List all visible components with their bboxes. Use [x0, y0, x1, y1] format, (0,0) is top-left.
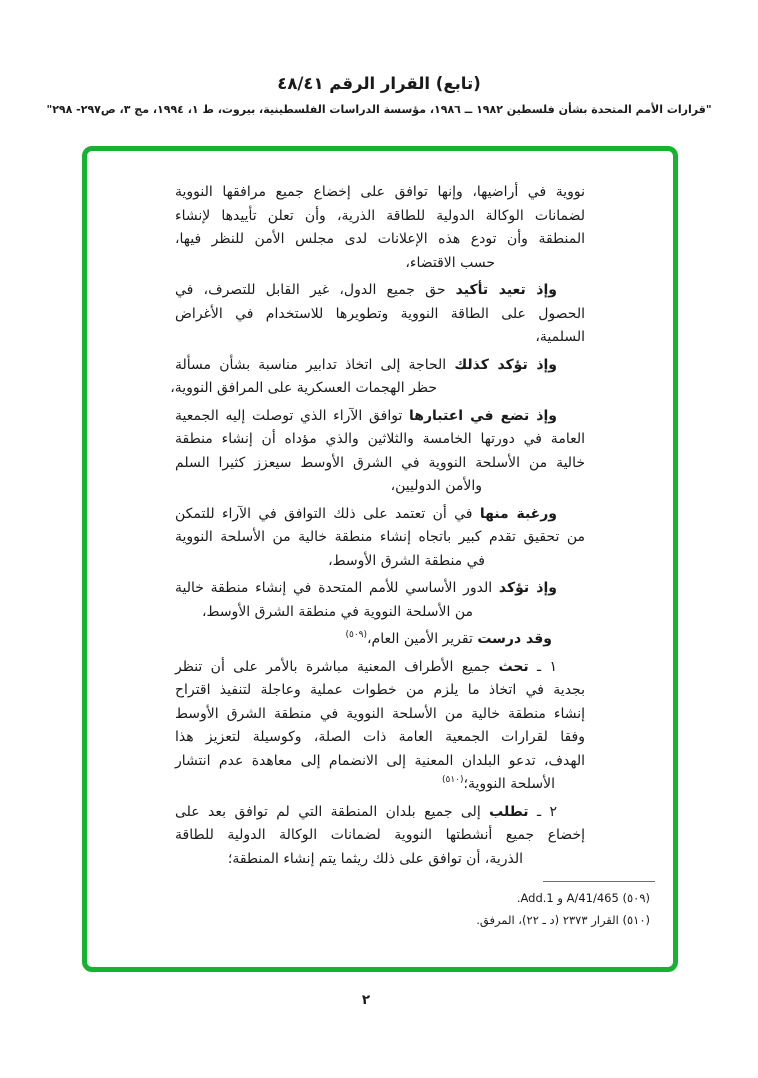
paragraph-line: نووية في أراضيها، وإنها توافق على إخضاع جميع مرافقها النووية [175, 184, 585, 200]
paragraph-line: إخضاع جميع أنشطتها النووية لضمانات الوكالة الدولية للطاقة [175, 827, 585, 843]
footnote-item: (٥٠٩) A/41/465 و Add.1. [516, 891, 650, 905]
paragraph-line: المنطقة وأن تودع هذه الإعلانات لدى مجلس الأمن للنظر فيها، [175, 231, 585, 247]
paragraph [175, 801, 585, 872]
paragraph-line: الأسلحة النووية؛$^{(٥١٠)}$ [441, 775, 555, 792]
paragraph-line: العامة في دورتها الخامسة والثلاثين والذي مؤداه أن إنشاء منطقة [175, 431, 585, 447]
paragraph-line: وإذ تؤكد كذلك الحاجة إلى اتخاذ تدابير مناسبة بشأن مسألة [175, 356, 557, 373]
paragraphs-container [170, 181, 585, 871]
paragraph-line: وقد درست تقرير الأمين العام،$^{(٥٠٩)}$ [345, 630, 552, 647]
paragraph-line: من الأسلحة النووية في منطقة الشرق الأوسط، [202, 603, 473, 620]
paragraph-line: الحصول على الطاقة النووية وتطويرها للاستخدام في الأغراض [175, 305, 585, 322]
footnote-item: (٥١٠) القرار ٢٣٧٣ (د ـ ٢٢)، المرفق. [476, 912, 650, 927]
paragraph-line: حسب الاقتضاء، [405, 254, 495, 271]
paragraph-line: ٢ ـ تطلب إلى جميع بلدان المنطقة التي لم توافق بعد على [175, 803, 557, 820]
paragraph-line: إنشاء منطقة خالية من الأسلحة النووية في منطقة الشرق الأوسط [175, 705, 585, 722]
document-body [170, 181, 650, 931]
paragraph [175, 656, 585, 797]
paragraph-line: في منطقة الشرق الأوسط، [328, 552, 485, 569]
paragraph [175, 628, 585, 652]
source-citation: "قرارات الأمم المتحدة بشأن فلسطين ١٩٨٢ ــ ١٩٨٦، مؤسسة الدراسات الفلسطينية، بيروت، ط ١، ١٩٩٤، مج ٣، ص٢٩٧- ٢٩٨" [46, 103, 712, 116]
paragraph-line: ١ ـ تحث جميع الأطراف المعنية مباشرة بالأمر على أن تنظر [175, 658, 557, 675]
paragraph [175, 577, 585, 624]
green-frame [82, 146, 678, 972]
paragraph [175, 279, 585, 350]
paragraph [170, 354, 585, 401]
paragraph-line: خالية من الأسلحة النووية في الشرق الأوسط سيعزز كثيرا السلم [175, 454, 585, 471]
footnotes-list [175, 888, 650, 931]
footnote-reference: (٥٠٩) [345, 630, 368, 640]
paragraph-line: الذرية، أن توافق على ذلك ريثما يتم إنشاء المنطقة؛ [227, 850, 523, 867]
paragraph-line: وإذ تعيد تأكيد حق جميع الدول، غير القابل للتصرف، في [175, 282, 557, 298]
paragraph-line: السلمية، [535, 329, 585, 345]
paragraph-line: الهدف، تدعو البلدان المعنية إلى الانضمام إلى معاهدة عدم انتشار [175, 752, 585, 769]
page-number: ٢ [361, 992, 371, 1008]
resolution-title: (تابع) القرار الرقم ٤٨/٤١ [277, 74, 481, 93]
paragraph-line: لضمانات الوكالة الدولية للطاقة الذرية، وأن تعلن تأييدها لإنشاء [175, 207, 585, 224]
paragraph-line: وإذ تضع في اعتبارها توافق الآراء الذي توصلت إليه الجمعية [175, 407, 557, 424]
paragraph [175, 181, 585, 275]
footnote-separator [543, 881, 655, 882]
paragraph-line: والأمن الدوليين، [390, 478, 482, 494]
footnotes-section [175, 881, 650, 931]
paragraph [175, 503, 585, 574]
paragraph-line: وفقا لقرارات الجمعية العامة ذات الصلة، وكوسيلة لتعزيز هذا [175, 729, 585, 745]
paragraph [175, 405, 585, 499]
paragraph-line: وإذ تؤكد الدور الأساسي للأمم المتحدة في إنشاء منطقة خالية [175, 580, 557, 596]
paragraph-line: حظر الهجمات العسكرية على المرافق النووية، [170, 380, 437, 396]
footnote-reference: (٥١٠) [441, 775, 464, 785]
paragraph-line: من تحقيق تقدم كبير باتجاه إنشاء منطقة خالية من الأسلحة النووية [175, 529, 585, 545]
paragraph-line: بجدية في اتخاذ ما يلزم من خطوات عملية وعاجلة لتنفيذ اقتراح [175, 682, 585, 698]
paragraph-line: ورغبة منها في أن تعتمد على ذلك التوافق في الآراء للتمكن [175, 505, 557, 522]
